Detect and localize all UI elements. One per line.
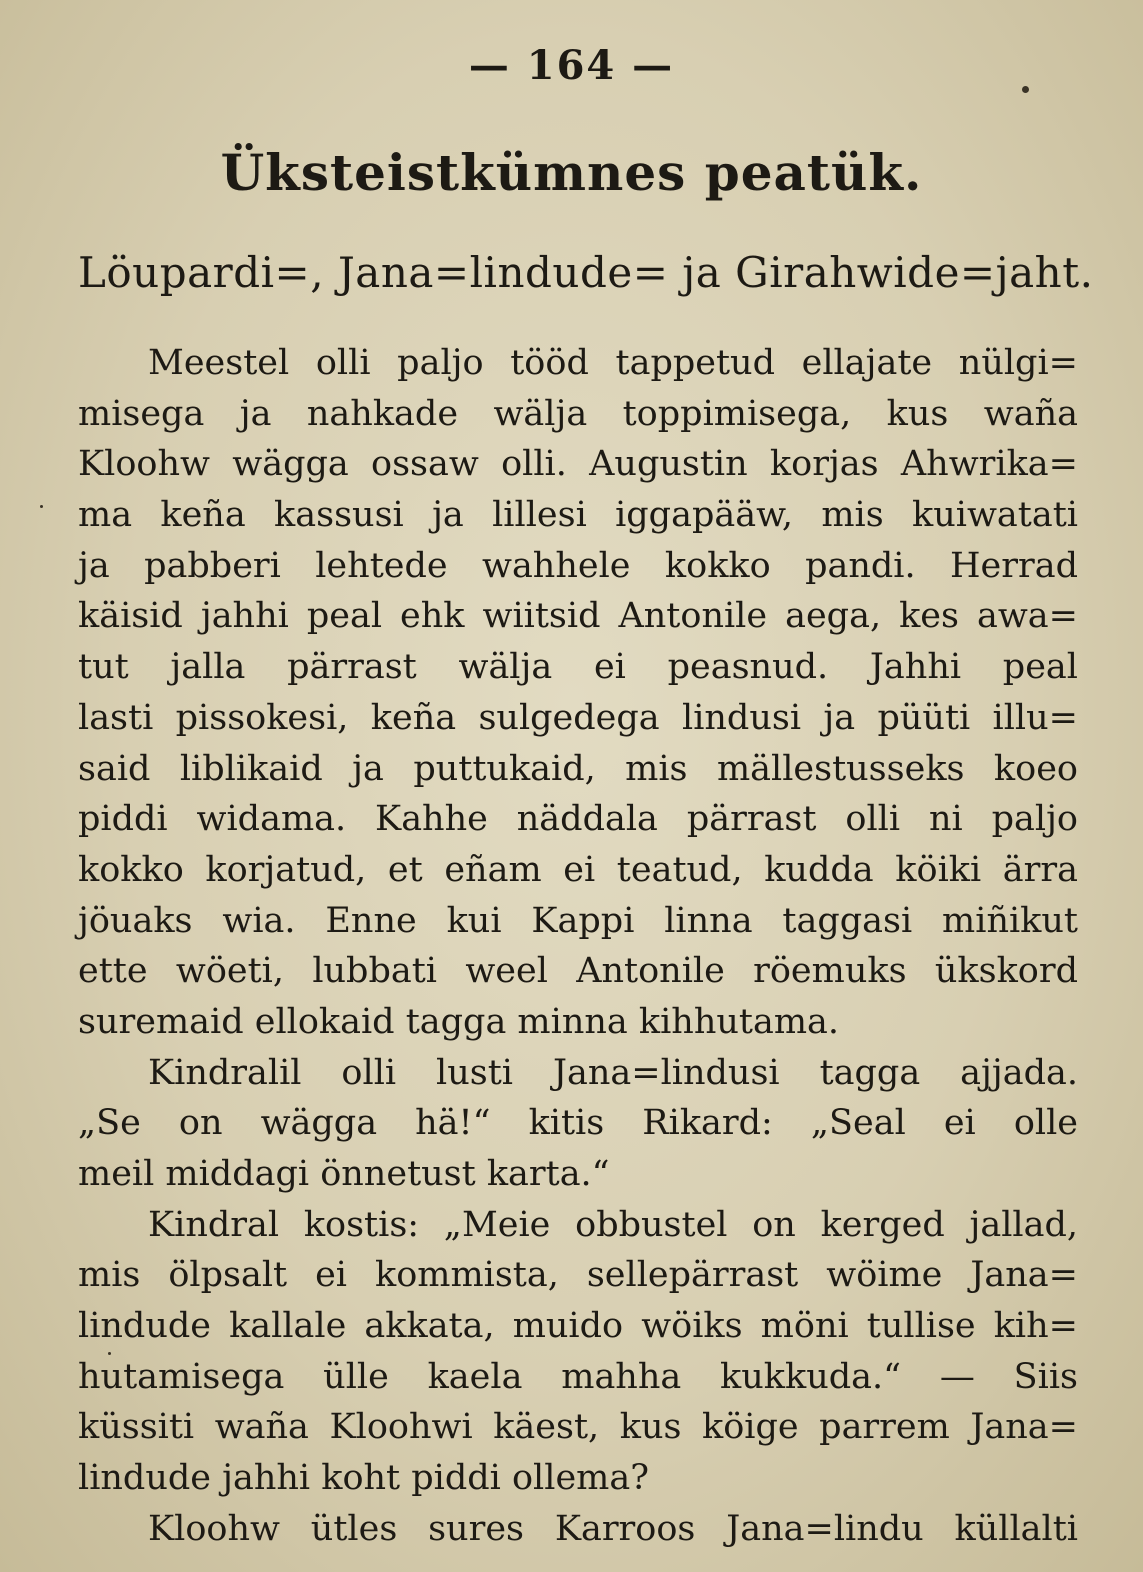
text-line: tut jalla pärrast wälja ei peasnud. Jahhi peal [78,647,1078,688]
paper-speck [40,505,43,508]
text-line: suremaid ellokaid tagga minna kihhutama. [78,1001,840,1042]
text-line: Kloohw wägga ossaw olli. Augustin korjas Ahwrika= [78,444,1078,485]
chapter-title: Üksteistkümnes peatük. [220,143,923,202]
text-line: lindude jahhi koht piddi ollema? [78,1458,649,1499]
text-line: mis ölpsalt ei kommista, sellepärrast wöime Jana= [78,1255,1078,1296]
text-line: ja pabberi lehtede wahhele kokko pandi. Herrad [78,545,1078,586]
text-line: piddi widama. Kahhe näddala pärrast olli ni paljo [78,799,1078,840]
text-line: Kindralil olli lusti Jana=lindusi tagga ajjada. [148,1052,1078,1093]
text-line: ette wöeti, lubbati weel Antonile röemuks ükskord [78,951,1078,992]
text-line: Kloohw ütles sures Karroos Jana=lindu küllalti [148,1508,1078,1549]
text-line: lasti pissokesi, keña sulgedega lindusi ja püüti illu= [78,697,1078,738]
paper-speck [108,1352,111,1355]
body-text [78,338,1078,1555]
text-line: said liblikaid ja puttukaid, mis mällestusseks koeo [78,748,1078,789]
text-line: kokko korjatud, et eñam ei teatud, kudda köiki ärra [78,849,1078,890]
text-line: jöuaks wia. Enne kui Kappi linna taggasi miñikut [78,900,1078,941]
section-title: Löupardi=, Jana=lindude= ja Girahwide=jaht. [78,248,1094,297]
page-number: — 164 — [468,42,675,89]
text-line: misega ja nahkade wälja toppimisega, kus waña [78,393,1078,434]
text-line: meil middagi önnetust karta.“ [78,1154,610,1194]
text-line: hutamisega ülle kaela mahha kukkuda.“ — Siis [78,1356,1078,1397]
text-line: küssiti waña Kloohwi käest, kus köige parrem Jana= [78,1407,1078,1448]
text-line: lindude kallale akkata, muido wöiks möni tullise kih= [78,1306,1078,1347]
text-line: ma keña kassusi ja lillesi iggapääw, mis kuiwatati [78,495,1078,536]
text-line: Meestel olli paljo tööd tappetud ellajate nülgi= [148,343,1078,383]
text-line: käisid jahhi peal ehk wiitsid Antonile aega, kes awa= [78,596,1078,637]
text-line: Kindral kostis: „Meie obbustel on kerged jallad, [148,1204,1078,1245]
paper-speck [1022,86,1029,93]
text-line: „Se on wägga hä!“ kitis Rikard: „Seal ei olle [78,1103,1078,1144]
